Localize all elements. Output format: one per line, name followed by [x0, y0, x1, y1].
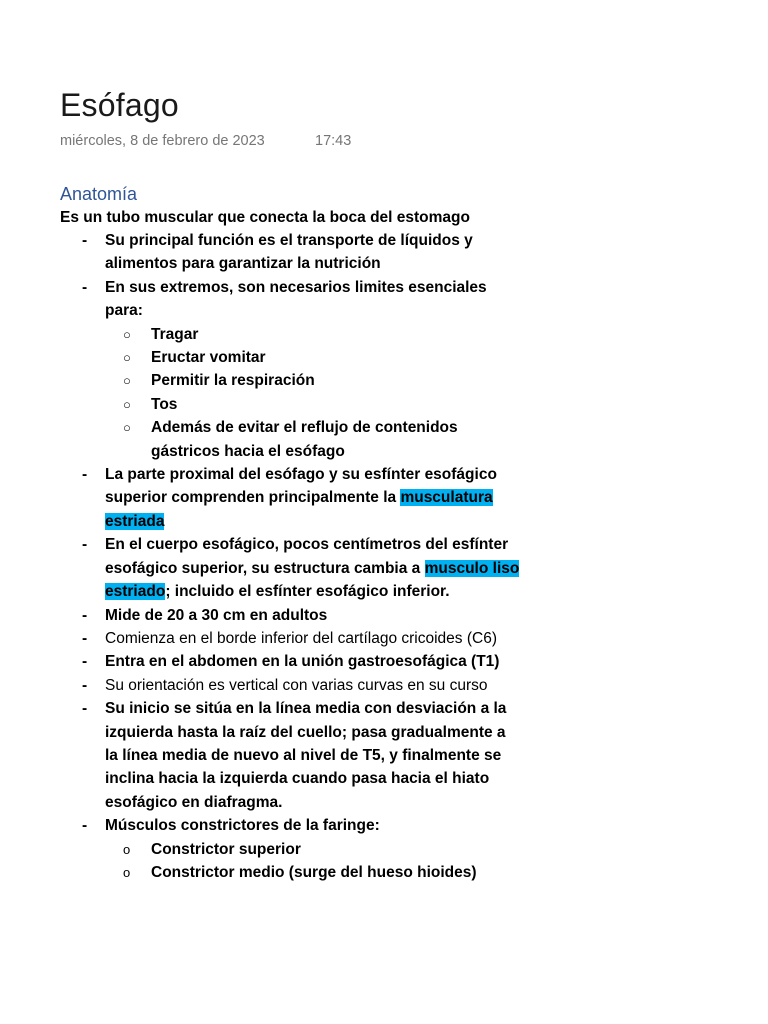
list-item-text-post: ; incluido el esfínter esofágico inferior. [165, 583, 450, 601]
sub-list-item-text: Eructar vomitar [151, 349, 266, 367]
list-item [60, 814, 520, 837]
circle-bullet-icon: o [123, 864, 131, 880]
dash-bullet-icon: - [82, 653, 88, 671]
list-item [60, 533, 520, 603]
sub-list-item-text: Constrictor medio (surge del hueso hioides) [151, 863, 477, 881]
dash-bullet-icon: - [82, 606, 88, 624]
sub-list-item [60, 369, 520, 392]
page-metadata [60, 131, 352, 151]
circle-bullet-icon: ○ [123, 373, 131, 389]
sub-list-item-text: Tos [151, 395, 178, 413]
list-item [60, 276, 520, 323]
bullet-list [60, 229, 520, 884]
sub-list-item-text: Además de evitar el reflujo de contenidos gástricos hacia el esófago [151, 419, 458, 460]
circle-bullet-icon: ○ [123, 326, 131, 342]
list-item-text: Músculos constrictores de la faringe: [105, 817, 380, 835]
sub-list-item [60, 861, 520, 884]
sub-list-item-text: Permitir la respiración [151, 372, 315, 390]
dash-bullet-icon: - [82, 700, 88, 718]
sub-list-item-text: Constrictor superior [151, 840, 301, 858]
list-item [60, 604, 520, 627]
section-heading: Anatomía [60, 184, 138, 204]
highlighted-text: musculatura estriada [105, 489, 493, 530]
page-title: Esófago [60, 87, 179, 123]
dash-bullet-icon: - [82, 466, 88, 484]
list-item [60, 674, 520, 697]
circle-bullet-icon: o [123, 841, 131, 857]
list-item-text: Comienza en el borde inferior del cartílago cricoides (C6) [105, 629, 497, 647]
sub-list-item-text: Tragar [151, 325, 199, 343]
page-time: 17:43 [315, 133, 352, 149]
list-item [60, 463, 520, 533]
list-item [60, 650, 520, 673]
intro-text: Es un tubo muscular que conecta la boca del estomago [60, 209, 470, 226]
list-item [60, 229, 520, 276]
list-item-text-pre: La parte proximal del esófago y su esfínter esofágico superior comprenden principalmente la [105, 466, 497, 507]
circle-bullet-icon: ○ [123, 420, 131, 436]
circle-bullet-icon: ○ [123, 396, 131, 412]
list-item-text: Entra en el abdomen en la unión gastroesofágica (T1) [105, 653, 500, 671]
page-date: miércoles, 8 de febrero de 2023 [60, 133, 265, 149]
list-item [60, 697, 520, 814]
list-item-text: Su principal función es el transporte de líquidos y alimentos para garantizar la nutrición [105, 232, 473, 273]
list-item-text: En sus extremos, son necesarios limites esenciales para: [105, 278, 487, 320]
sub-list-item [60, 393, 520, 416]
list-item-text: Su inicio se sitúa en la línea media con desviación a la izquierda hasta la raíz del cuello; pasa gradualmente a la línea media de nuevo al nivel de T5, y finalmente se inclina hacia la izquierda cuando pasa hacia el hiato esofágico en diafragma. [105, 700, 507, 811]
circle-bullet-icon: ○ [123, 350, 131, 366]
dash-bullet-icon: - [82, 232, 88, 249]
highlighted-text: musculo liso estriado [105, 559, 520, 601]
list-item-text: Mide de 20 a 30 cm en adultos [105, 606, 328, 624]
sub-list-item [60, 416, 520, 463]
sub-list-item [60, 838, 520, 861]
dash-bullet-icon: - [82, 278, 88, 296]
list-item-text [105, 466, 497, 530]
sub-list-item [60, 346, 520, 369]
sub-list-item [60, 323, 520, 346]
list-item-text [105, 536, 519, 600]
dash-bullet-icon: - [82, 629, 88, 647]
list-item-text: Su orientación es vertical con varias curvas en su curso [105, 676, 488, 694]
list-item [60, 627, 520, 650]
dash-bullet-icon: - [82, 536, 88, 554]
dash-bullet-icon: - [82, 676, 88, 694]
dash-bullet-icon: - [82, 817, 88, 835]
list-item-text-pre: En el cuerpo esofágico, pocos centímetros del esfínter esofágico superior, su estructura cambia a [105, 536, 509, 577]
